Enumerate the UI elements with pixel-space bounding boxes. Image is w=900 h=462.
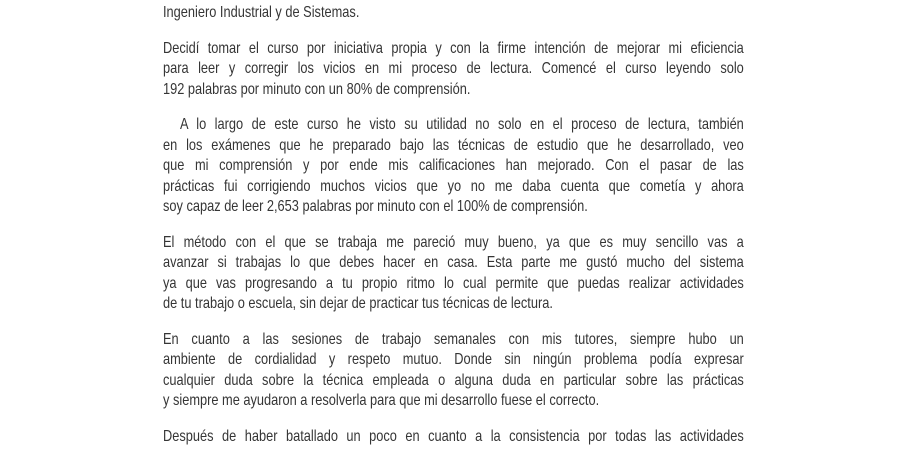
text-line: En cuanto a las sesiones de trabajo semanales con mis tutores, siempre hubo un bbox=[163, 330, 744, 348]
paragraph bbox=[163, 330, 744, 412]
text-line: Ingeniero Industrial y de Sistemas. bbox=[163, 4, 360, 21]
text-line: de tu trabajo o escuela, sin dejar de practicar tus técnicas de lectura. bbox=[163, 295, 553, 312]
text-line: A lo largo de este curso he visto su utilidad no solo en el proceso de lectura, también bbox=[163, 116, 744, 133]
text-line: que mi comprensión y por ende mis calificaciones han mejorado. Con el pasar de las bbox=[163, 157, 744, 174]
text-line: cualquier duda sobre la técnica empleada o alguna duda en particular sobre las prácticas bbox=[163, 371, 744, 389]
text-line: Decidí tomar el curso por iniciativa propia y con la firme intención de mejorar mi eficiencia bbox=[163, 39, 744, 57]
text-line: El método con el que se trabaja me pareció muy bueno, ya que es muy sencillo vas a bbox=[163, 233, 744, 251]
text-line: Después de haber batallado un poco en cuanto a la consistencia por todas las actividades bbox=[163, 427, 744, 445]
paragraph bbox=[163, 233, 744, 315]
text-line: prácticas fui corrigiendo muchos vicios que yo no me daba cuenta que cometía y ahora bbox=[163, 177, 744, 195]
document-page bbox=[163, 3, 744, 462]
text-line: ambiente de cordialidad y respeto mutuo. Donde sin ningún problema podía expresar bbox=[163, 351, 744, 368]
paragraph bbox=[163, 3, 744, 24]
paragraph bbox=[163, 115, 744, 218]
text-line: 192 palabras por minuto con un 80% de comprensión. bbox=[163, 80, 471, 98]
text-line: para leer y corregir los vicios en mi proceso de lectura. Comencé el curso leyendo solo bbox=[163, 60, 744, 77]
text-line: y siempre me ayudaron a resolverla para que mi desarrollo fuese el correcto. bbox=[163, 392, 600, 409]
text-line: en los exámenes que he preparado bajo las técnicas de estudio que he desarrollado, veo bbox=[163, 136, 744, 154]
text-line: avanzar si trabajas lo que debes hacer en casa. Esta parte me gustó mucho del sistema bbox=[163, 254, 744, 271]
text-line: soy capaz de leer 2,653 palabras por minuto con el 100% de comprensión. bbox=[163, 198, 588, 215]
text-line: ya que vas progresando a tu propio ritmo lo cual permite que puedas realizar actividades bbox=[163, 274, 744, 292]
paragraph bbox=[163, 39, 744, 101]
